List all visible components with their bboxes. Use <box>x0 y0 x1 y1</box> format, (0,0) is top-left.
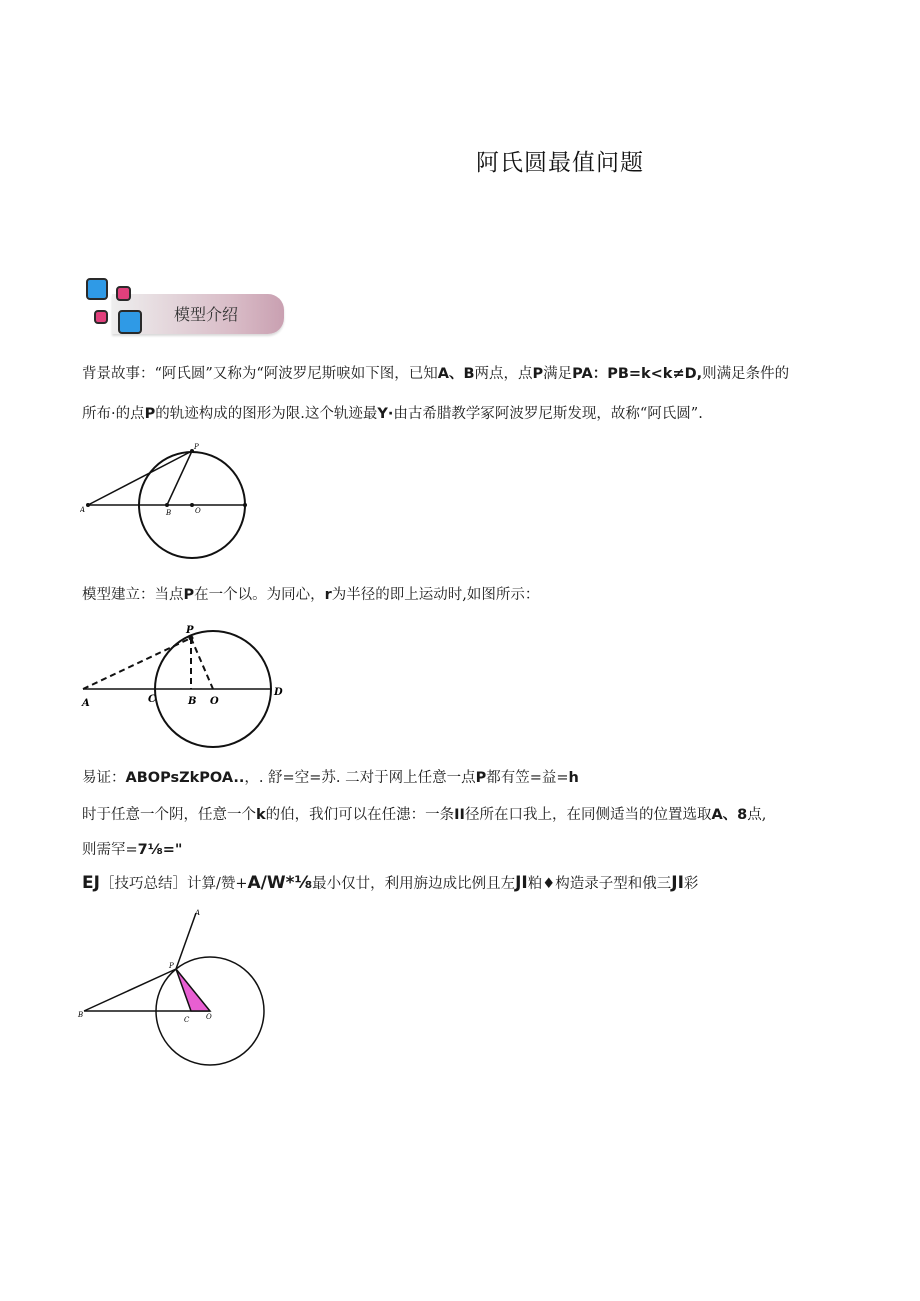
text: 背景故事：“阿氏圆”又称为“阿波罗尼斯唳如下图，已知 <box>82 366 438 382</box>
text: 彩 <box>683 876 699 892</box>
label-b: B <box>188 696 197 707</box>
text-bold: h <box>568 770 579 786</box>
segment-bp <box>84 969 176 1011</box>
point-a <box>86 503 90 507</box>
paragraph-proof <box>82 766 579 787</box>
square-icon-blue <box>86 278 108 300</box>
text: 易证： <box>82 770 126 786</box>
text: 模型建立：当点 <box>82 587 184 603</box>
figure-3 <box>76 905 276 1070</box>
text-bold: PA：PB=k<k≠D, <box>572 366 703 382</box>
figure-2 <box>78 622 293 752</box>
label-o: O <box>195 507 201 515</box>
text: 的伯，我们可以在任漶：一条 <box>265 807 455 823</box>
point-b <box>165 503 169 507</box>
paragraph-background-1 <box>82 362 789 383</box>
text-bold: P <box>475 770 487 786</box>
square-icon-pink-small <box>94 310 108 324</box>
text-bold: A、8 <box>711 807 748 823</box>
text: 则满足条件的 <box>702 366 790 382</box>
text-bold: P <box>183 587 195 603</box>
text: 都有笠=益= <box>486 770 569 786</box>
text-bold: ABOPsZkPOA.. <box>125 770 245 786</box>
point-end <box>243 503 247 507</box>
square-icon-pink <box>116 286 131 301</box>
paragraph-tips <box>82 872 698 893</box>
text: 所布·的点 <box>82 406 145 422</box>
text-bold: EJ <box>82 873 100 893</box>
label-b: B <box>166 509 172 517</box>
text: 的轨迹构成的图形为限.这个轨迹最 <box>155 406 378 422</box>
section-banner <box>82 270 288 342</box>
text-bold: Y· <box>377 406 394 422</box>
dashed-op <box>191 638 213 689</box>
text: 在一个以。为同心， <box>194 587 325 603</box>
square-icon-blue-large <box>118 310 142 334</box>
segment-bp <box>167 451 192 505</box>
text: ，. 舒=空=苏. 二对于网上任意一点 <box>244 770 476 786</box>
label-o: O <box>210 696 219 707</box>
text-bold: JI <box>671 873 684 893</box>
point-p <box>189 636 194 641</box>
text-bold: JI <box>515 873 528 893</box>
text: 由古希腊教学冢阿波罗尼斯发现，故称“阿氏圆”. <box>393 406 703 422</box>
text-bold: k <box>256 807 266 823</box>
section-label: 模型介绍 <box>174 305 239 324</box>
text-bold: II <box>454 807 465 823</box>
label-c: C <box>184 1016 190 1024</box>
text-bold: A、B <box>437 366 475 382</box>
text: 两点，点 <box>474 366 533 382</box>
figure-1 <box>80 440 260 565</box>
text: 粕♦构造录子型和俄三 <box>527 876 672 892</box>
segment-pa <box>176 913 196 969</box>
text: 点, <box>747 807 767 823</box>
label-d: D <box>274 687 283 698</box>
label-b: B <box>78 1011 84 1019</box>
text-bold: P <box>144 406 156 422</box>
text: ［技巧总结］计算/赞+ <box>99 876 248 892</box>
text: 时于任意一个阴，任意一个 <box>82 807 256 823</box>
text: 满足 <box>543 366 573 382</box>
label-p: P <box>186 625 194 636</box>
label-a: A <box>195 909 201 917</box>
point-o <box>190 503 194 507</box>
label-a: A <box>80 506 86 514</box>
paragraph-proof-2 <box>82 803 766 824</box>
text-bold: P <box>532 366 544 382</box>
text-bold: 7⅛=" <box>137 842 183 858</box>
text: 则需罕= <box>82 842 138 858</box>
label-o: O <box>206 1013 212 1021</box>
paragraph-background-2 <box>82 402 703 423</box>
page-title: 阿氏圆最值问题 <box>476 150 644 176</box>
paragraph-model-setup <box>82 583 539 604</box>
triangle-pco <box>176 969 210 1011</box>
label-p: P <box>194 443 199 451</box>
dashed-ap <box>83 638 191 689</box>
text-bold: A/W*⅛ <box>247 873 313 893</box>
label-a: A <box>82 698 90 709</box>
text: 径所在口我上，在同侧适当的位置选取 <box>464 807 712 823</box>
text: 最小仅廿，利用旃边成比例且左 <box>312 876 516 892</box>
text-bold: r <box>324 587 332 603</box>
label-p: P <box>169 962 174 970</box>
label-c: C <box>148 694 156 705</box>
text: 为半径的即上运动时,如图所示： <box>331 587 540 603</box>
paragraph-proof-3 <box>82 838 182 859</box>
